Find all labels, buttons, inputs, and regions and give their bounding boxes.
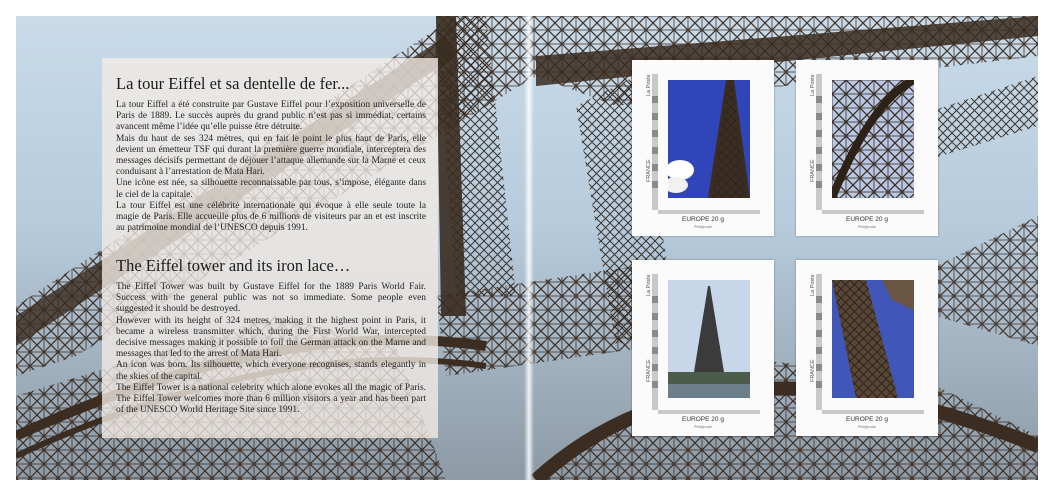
stamp-brand: La Poste — [810, 74, 816, 96]
stamp-bottom-bar — [658, 410, 760, 414]
stamp-1 — [632, 60, 774, 236]
french-text — [116, 100, 426, 234]
stamp-bottom-bar — [822, 410, 924, 414]
stamp-subtext: Phil@poste — [694, 225, 712, 229]
description-panel — [102, 58, 438, 438]
stamp-subtext: Phil@poste — [694, 425, 712, 429]
stamp-bottom-bar — [822, 210, 924, 214]
english-paragraph-2: However with its height of 324 metres, making it the highest point in Paris, it became a wireless transmitter which, during the First World War, intercepted decisive messages making it possible to foil the German attack on the Marne and messages that led to the arrest of Mata Hari. — [116, 315, 426, 360]
stamp-booklet — [16, 16, 1038, 480]
stamp-value: EUROPE 20 g — [682, 416, 724, 423]
stamp-photo-tower-blue-sky — [668, 80, 750, 198]
stamp-country: FRANCE — [810, 159, 816, 182]
booklet-fold — [524, 16, 534, 480]
french-paragraph-4: La tour Eiffel est une célébrité internationale qui évoque à elle seule toute la magie de Paris. Elle accueille plus de 6 millions de visiteurs par an et est inscrite au patrimoine mondial de l’UNESCO depuis 1991. — [116, 200, 426, 234]
english-paragraph-1: The Eiffel Tower was built by Gustave Eiffel for the 1889 Paris World Fair. Success with the general public was not so immediate. Some people even suggested it should be destroyed. — [116, 282, 426, 315]
french-paragraph-3: Une icône est née, sa silhouette reconnaissable par tous, s’impose, élégante dans le ciel de la capitale. — [116, 178, 426, 200]
stamp-subtext: Phil@poste — [858, 425, 876, 429]
stamp-brand: La Poste — [646, 274, 652, 296]
stamp-photo-iron-lace — [832, 80, 914, 198]
stamp-value: EUROPE 20 g — [846, 416, 888, 423]
stamp-brand: La Poste — [810, 274, 816, 296]
stamp-2 — [796, 60, 938, 236]
stamp-4 — [796, 260, 938, 436]
english-paragraph-4: The Eiffel Tower is a national celebrity which alone evokes all the magic of Paris. The Eiffel Tower welcomes more than 6 million visitors a year and has been part of the UNESCO World Heritage Site since 1991. — [116, 382, 426, 416]
stamp-photo-tower-river — [668, 280, 750, 398]
stamp-country: FRANCE — [646, 159, 652, 182]
stamp-ticks — [816, 96, 822, 198]
french-paragraph-2: Mais du haut de ses 324 mètres, qui en fait le point le plus haut de Paris, elle devient un émetteur TSF qui durant la première guerre mondiale, interceptera des messages décisifs permettant de déjouer l’attaque allemande sur la Marne et ceux conduisant à l’arrestation de Mata Hari. — [116, 133, 426, 178]
stamp-ticks — [652, 296, 658, 398]
french-title: La tour Eiffel et sa dentelle de fer... — [116, 74, 350, 93]
stamp-3 — [632, 260, 774, 436]
stamp-country: FRANCE — [646, 359, 652, 382]
stamp-value: EUROPE 20 g — [846, 216, 888, 223]
stamp-ticks — [652, 96, 658, 198]
french-paragraph-1: La tour Eiffel a été construite par Gustave Eiffel pour l’exposition universelle de Paris de 1889. Le succès auprès du grand public n’est pas si immédiat, certains avancent même l’idée qu’elle puisse être détruite. — [116, 100, 426, 133]
english-paragraph-3: An icon was born. Its silhouette, which everyone recognises, stands elegantly in the skies of the capital. — [116, 360, 426, 382]
stamp-photo-tower-leg — [832, 280, 914, 398]
stamp-bottom-bar — [658, 210, 760, 214]
stamp-ticks — [816, 296, 822, 398]
stamp-subtext: Phil@poste — [858, 225, 876, 229]
stamp-value: EUROPE 20 g — [682, 216, 724, 223]
english-title: The Eiffel tower and its iron lace… — [116, 256, 351, 275]
english-text — [116, 282, 426, 416]
stamp-country: FRANCE — [810, 359, 816, 382]
stamp-brand: La Poste — [646, 74, 652, 96]
